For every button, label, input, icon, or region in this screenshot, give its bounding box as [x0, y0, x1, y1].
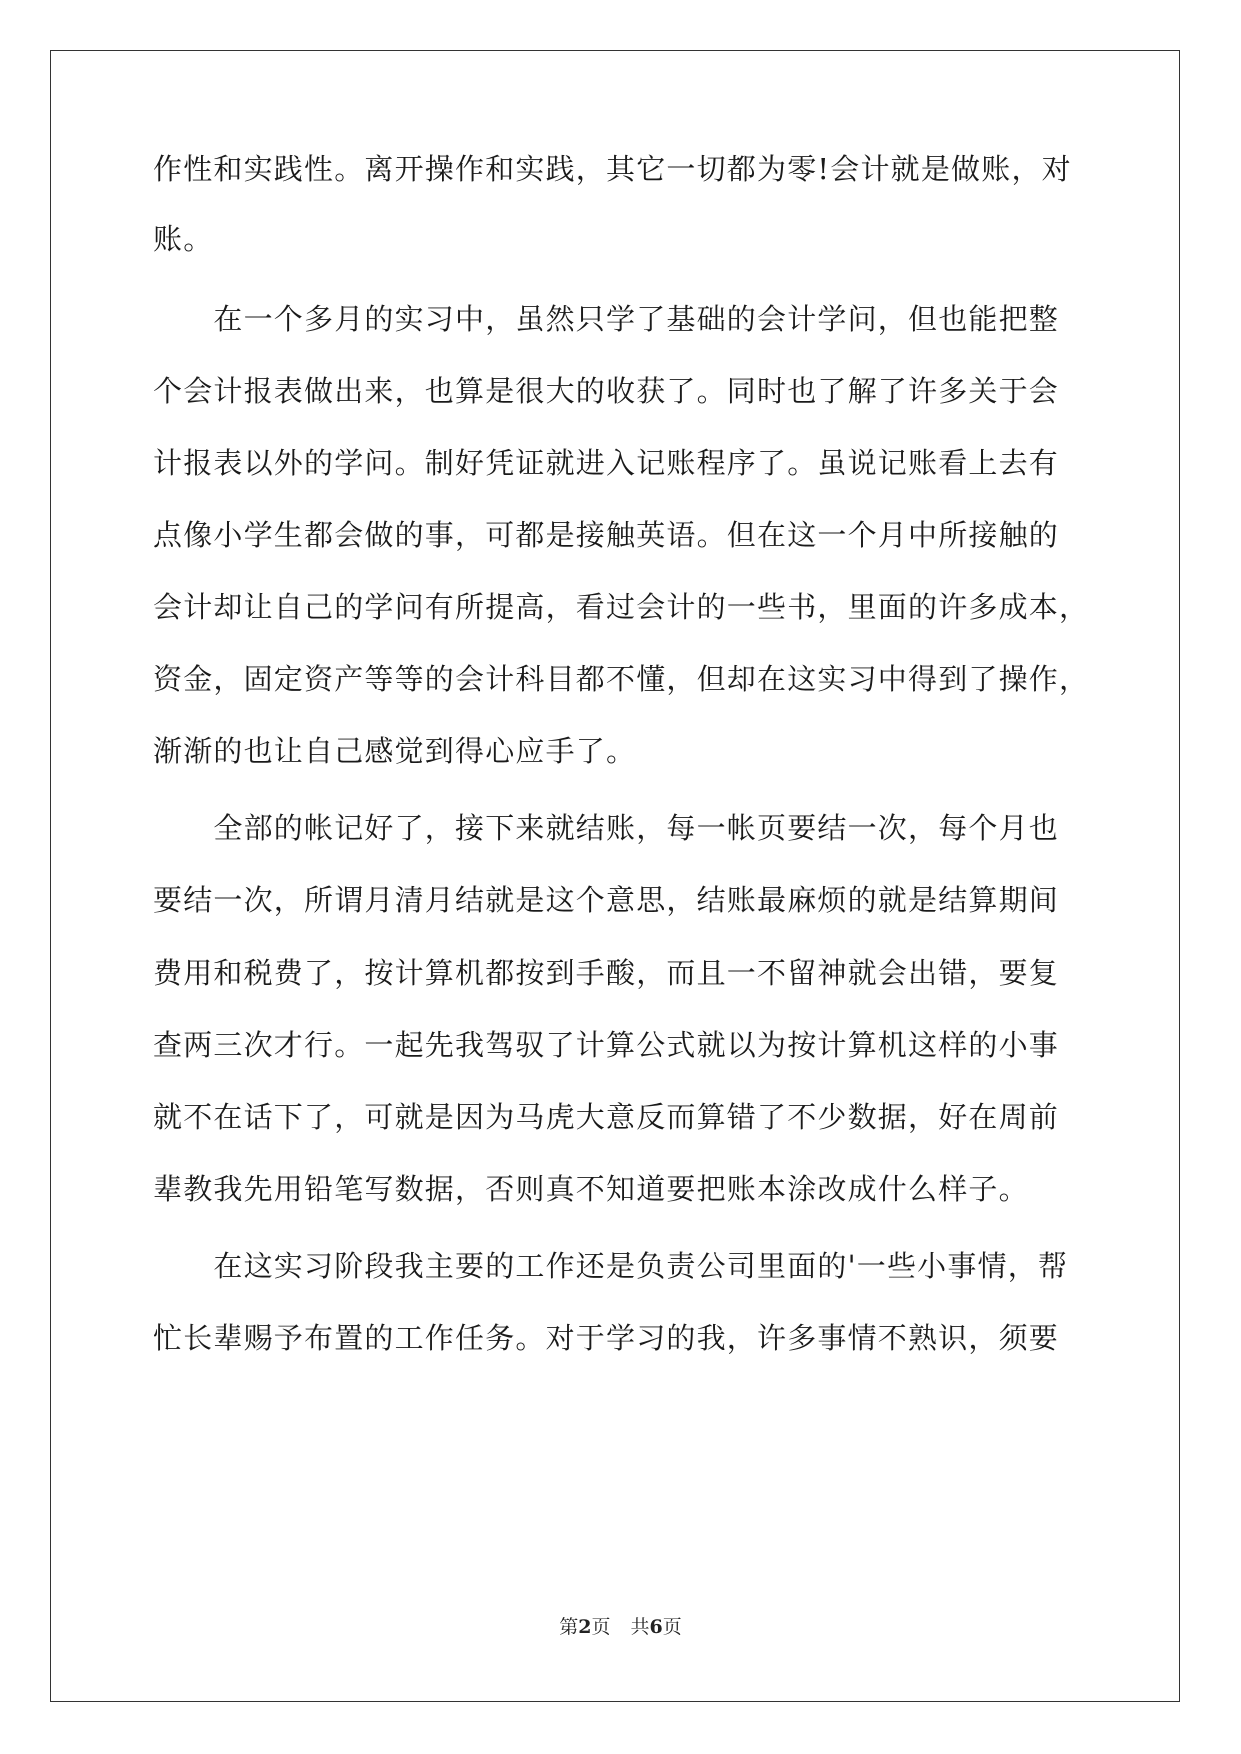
total-label-suffix: 页 [662, 1616, 682, 1638]
page-footer [0, 1612, 1241, 1639]
total-label-prefix: 共 [630, 1616, 650, 1638]
body-line-16: 在这实习阶段我主要的工作还是负责公司里面的'一些小事情，帮 [153, 1249, 1069, 1283]
body-line-15: 辈教我先用铅笔写数据，否则真不知道要把账本涂改成什么样子。 [153, 1172, 1029, 1206]
body-line-12: 费用和税费了，按计算机都按到手酸，而且一不留神就会出错，要复 [153, 956, 1060, 990]
body-line-2: 账。 [153, 222, 214, 256]
page-label-suffix: 页 [591, 1616, 611, 1638]
body-line-4: 个会计报表做出来，也算是很大的收获了。同时也了解了许多关于会 [153, 374, 1060, 408]
body-line-11: 要结一次，所谓月清月结就是这个意思，结账最麻烦的就是结算期间 [153, 883, 1060, 917]
body-line-5: 计报表以外的学问。制好凭证就进入记账程序了。虽说记账看上去有 [153, 446, 1060, 480]
body-line-17: 忙长辈赐予布置的工作任务。对于学习的我，许多事情不熟识，须要 [153, 1321, 1060, 1355]
body-line-8: 资金，固定资产等等的会计科目都不懂，但却在这实习中得到了操作， [153, 662, 1090, 696]
current-page-number: 2 [578, 1616, 592, 1638]
body-line-7: 会计却让自己的学问有所提高，看过会计的一些书，里面的许多成本， [153, 590, 1090, 624]
body-line-9: 渐渐的也让自己感觉到得心应手了。 [153, 734, 637, 768]
page-label-prefix: 第 [559, 1616, 579, 1638]
body-line-10: 全部的帐记好了，接下来就结账，每一帐页要结一次，每个月也 [153, 811, 1060, 845]
body-line-14: 就不在话下了，可就是因为马虎大意反而算错了不少数据，好在周前 [153, 1100, 1060, 1134]
page-border [50, 50, 1180, 1702]
total-page-number: 6 [649, 1616, 663, 1638]
body-line-6: 点像小学生都会做的事，可都是接触英语。但在这一个月中所接触的 [153, 518, 1060, 552]
body-line-13: 查两三次才行。一起先我驾驭了计算公式就以为按计算机这样的小事 [153, 1028, 1060, 1062]
body-line-1: 作性和实践性。离开操作和实践，其它一切都为零!会计就是做账，对 [153, 152, 1072, 186]
body-line-3: 在一个多月的实习中，虽然只学了基础的会计学问，但也能把整 [153, 302, 1060, 336]
